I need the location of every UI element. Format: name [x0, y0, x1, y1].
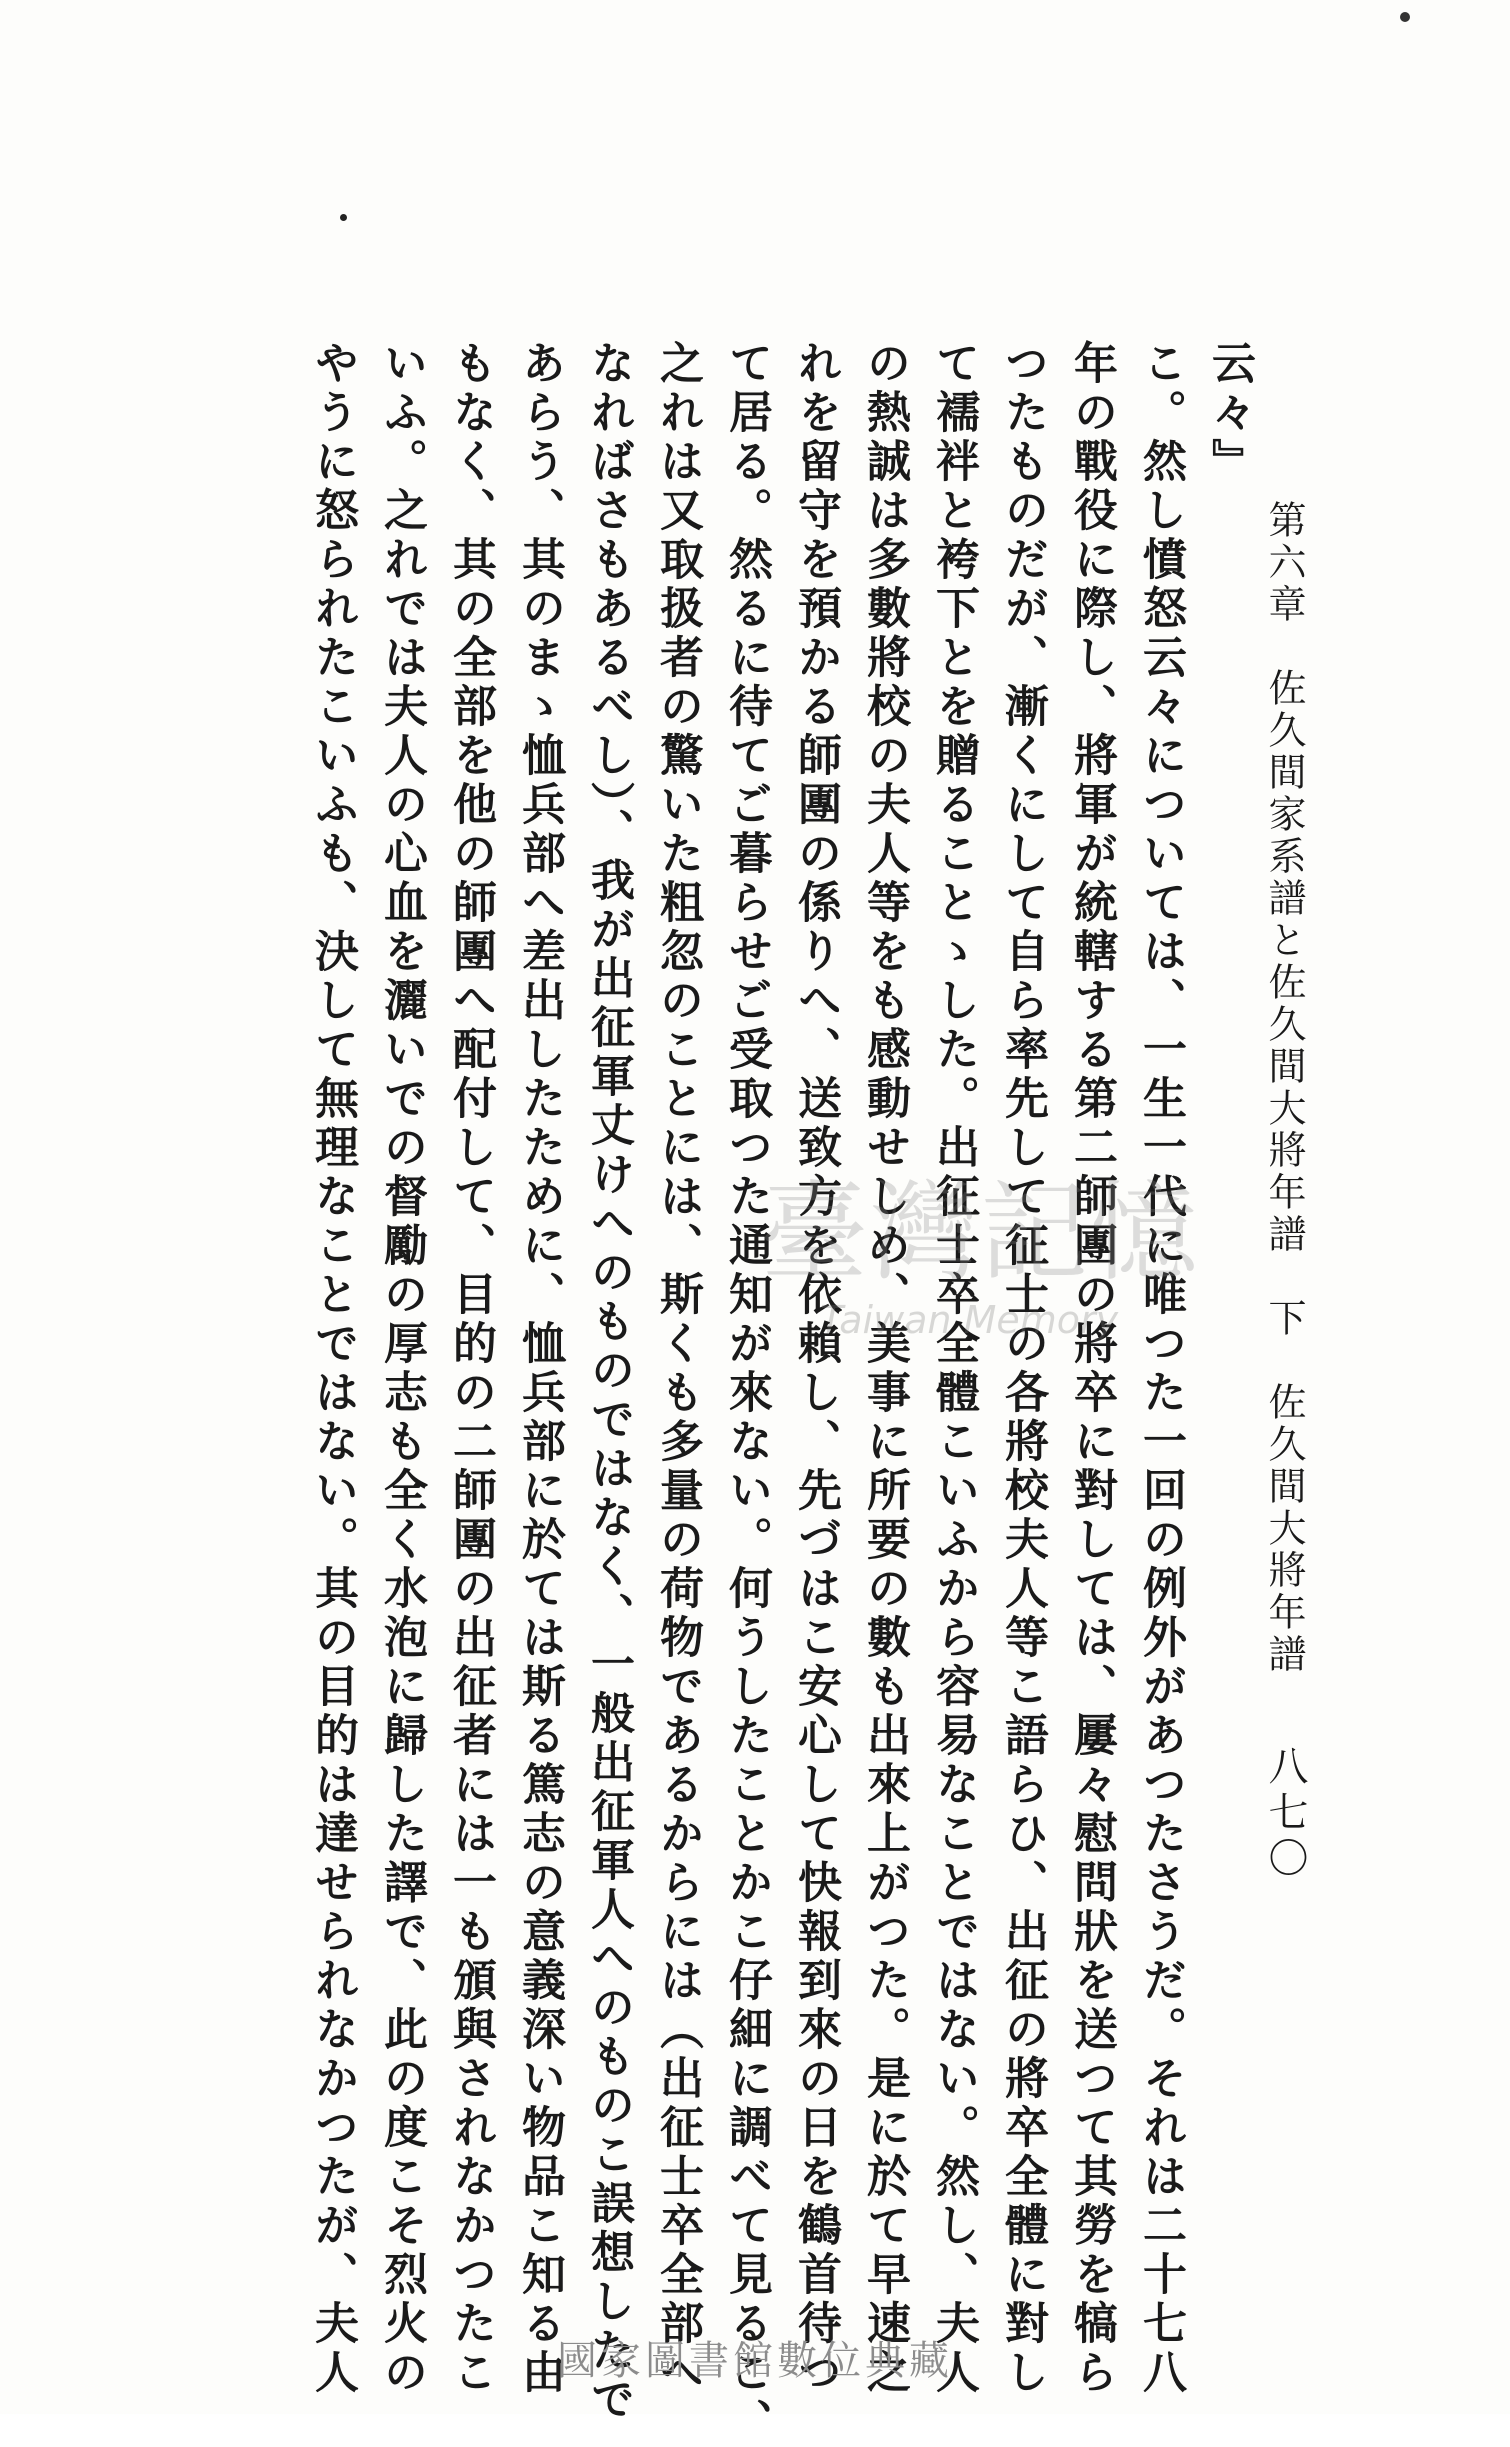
body-line: 之れは又取扱者の驚いた粗忽のことには、斯くも多量の荷物であるからには（出征士卒全部へ [652, 340, 703, 2398]
running-header: 第六章 佐久間家系譜と佐久間大將年譜 下 佐久間大將年譜 [1262, 500, 1306, 1676]
body-line: の熱誠は多數將校の夫人等をも感動せしめ、美事に所要の數も出來上がつた。是に於て早速之 [859, 340, 910, 2398]
body-line: もなく、其の全部を他の師團へ配付して、目的の二師團の出征者には一も頒與されなかつたこ [445, 340, 496, 2398]
body-line: 年の戰役に際し、將軍が統轄する第二師團の將卒に對しては、屢々慰問狀を送つて其勞を犒ら [1066, 340, 1117, 2398]
body-line: いふ。之れでは夫人の心血を灑いでの督勵の厚志も全く水泡に歸した譯で、此の度こそ烈火の [376, 340, 427, 2398]
scan-speck [340, 214, 347, 221]
watermark-subtitle: Taiwan Memory [820, 1298, 1119, 1342]
body-line: あらう、其のまゝ恤兵部へ差出したために、恤兵部に於ては斯る篤志の意義深い物品こ知る由 [514, 340, 565, 2398]
body-line: やうに怒られたこいふも、決して無理なことではない。其の目的は達せられなかつたが、夫人 [307, 340, 358, 2398]
body-line: なればさもあるべし）、我が出征軍丈けへのものではなく、一般出征軍人へのものこ誤想したで [583, 340, 634, 2425]
body-line: こ。然し憤怒云々については、一生一代に唯つた一回の例外があつたさうだ。それは二十七八 [1135, 340, 1186, 2398]
body-line: 云々』 [1204, 340, 1255, 487]
page-number: 八七〇 [1262, 1745, 1308, 1883]
watermark-title: 臺灣記憶 [760, 1171, 1201, 1296]
scan-speck [1400, 12, 1410, 22]
body-line: れを留守を預かる師團の係りへ、送致方を依賴し、先づはこ安心して快報到來の日を鶴首待つ [790, 340, 841, 2398]
body-line: て襦袢と袴下とを贈ることゝした。出征士卒全體こいふから容易なことではない。然し、夫人 [928, 340, 979, 2398]
library-footer: 國家圖書館數位典藏 [557, 2338, 953, 2384]
body-line: つたものだが、漸くにして自ら率先して征士の各將校夫人等こ語らひ、出征の將卒全體に對し [997, 340, 1048, 2398]
body-line: て居る。然るに待てご暮らせご受取つた通知が來ない。何うしたことかこ仔細に調べて見るこ、 [721, 340, 772, 2447]
